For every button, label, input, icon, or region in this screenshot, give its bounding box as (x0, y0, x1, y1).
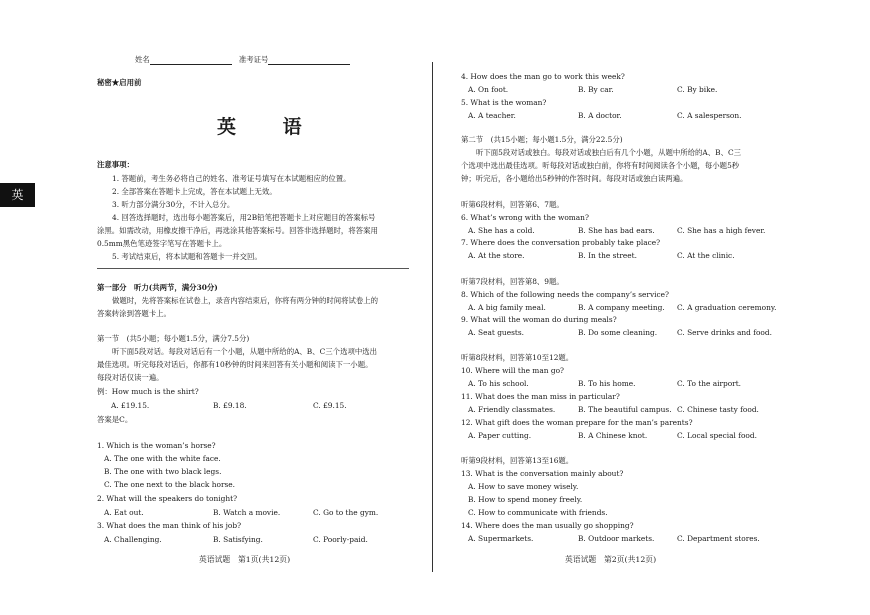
option: C. A graduation ceremony. (677, 303, 777, 312)
example-option: B. £9.18. (213, 401, 247, 410)
part1-heading: 第一部分 听力(共两节，满分30分) (97, 283, 218, 292)
question: 13. What is the conversation mainly about? (461, 469, 624, 478)
option: A. Eat out. (104, 508, 144, 517)
subject-tab: 英 (0, 183, 35, 207)
option: A. A big family meal. (468, 303, 546, 312)
name-label: 姓名 (135, 55, 150, 64)
option: B. The beautiful campus. (578, 405, 672, 414)
option: A. Seat guests. (468, 328, 524, 337)
question: 6. What’s wrong with the woman? (461, 213, 589, 222)
option: C. At the clinic. (677, 251, 735, 260)
option: C. The one next to the black horse. (104, 480, 236, 489)
option: C. Serve drinks and food. (677, 328, 772, 337)
note-item: 3. 听力部分满分30分，不计入总分。 (112, 200, 235, 209)
option: A. A teacher. (468, 111, 516, 120)
note-item: 4. 回答选择题时，选出每小题答案后，用2B铅笔把答题卡上对应题目的答案标号 (112, 213, 376, 222)
question: 14. Where does the man usually go shopping? (461, 521, 634, 530)
option: C. She has a high fever. (677, 226, 766, 235)
example-option: C. £9.15. (313, 401, 347, 410)
option: B. Satisfying. (213, 535, 263, 544)
section2-intro: 钟；听完后，各小题给出5秒钟的作答时间。每段对话或独白读两遍。 (461, 174, 688, 183)
section2-intro: 听下面5段对话或独白。每段对话或独白后有几个小题，从题中所给的A、B、C三 (476, 148, 742, 157)
option: C. Department stores. (677, 534, 760, 543)
option: C. By bike. (677, 85, 718, 94)
option: B. She has bad ears. (578, 226, 655, 235)
section1-intro: 听下面5段对话。每段对话后有一个小题，从题中所给的A、B、C三个选项中选出 (112, 347, 378, 356)
option: A. She has a cold. (468, 226, 535, 235)
example-option: A. £19.15. (111, 401, 150, 410)
option: B. In the street. (578, 251, 637, 260)
note-item: 0.5mm黑色笔迹签字笔写在答题卡上。 (97, 239, 227, 248)
page-footer: 英语试题 第1页(共12页) (199, 555, 291, 564)
material-label: 听第9段材料，回答第13至16题。 (461, 456, 574, 465)
option: A. Paper cutting. (468, 431, 532, 440)
question: 11. What does the man miss in particular? (461, 392, 620, 401)
option: B. Watch a movie. (213, 508, 281, 517)
question: 1. Which is the woman’s horse? (97, 441, 216, 450)
part1-intro: 做题时，先将答案标在试卷上，录音内容结束后，你将有两分钟的时间将试卷上的 (112, 296, 379, 305)
note-item: 涂黑。如需改动，用橡皮擦干净后，再选涂其他答案标号。回答非选择题时，将答案用 (97, 226, 378, 235)
option: A. On foot. (468, 85, 509, 94)
section1-heading: 第一节 (共5小题；每小题1.5分，满分7.5分) (97, 334, 250, 343)
question: 7. Where does the conversation probably take place? (461, 238, 661, 247)
exam-no-label: 准考证号 (238, 55, 269, 64)
question: 3. What does the man think of his job? (97, 521, 242, 530)
option: C. How to communicate with friends. (468, 508, 608, 517)
secret-label: 秘密★启用前 (97, 78, 142, 87)
option: A. Challenging. (104, 535, 162, 544)
material-label: 听第6段材料，回答第6、7题。 (461, 200, 564, 209)
question: 5. What is the woman? (461, 98, 547, 107)
page-2 (440, 0, 870, 615)
section1-intro: 每段对话仅读一遍。 (97, 373, 164, 382)
option: C. Go to the gym. (313, 508, 379, 517)
option: C. To the airport. (677, 379, 742, 388)
option: B. Outdoor markets. (578, 534, 655, 543)
question: 9. What will the woman do during meals? (461, 315, 617, 324)
option: B. A company meeting. (578, 303, 665, 312)
material-label: 听第7段材料，回答第8、9题。 (461, 277, 564, 286)
option: B. To his home. (578, 379, 636, 388)
question: 10. Where will the man go? (461, 366, 564, 375)
option: A. Friendly classmates. (468, 405, 556, 414)
example-answer: 答案是C。 (97, 415, 133, 424)
question: 2. What will the speakers do tonight? (97, 494, 238, 503)
page-title: 英 语 (217, 116, 322, 138)
option: A. The one with the white face. (104, 454, 221, 463)
option: A. Supermarkets. (468, 534, 534, 543)
option: B. Do some cleaning. (578, 328, 658, 337)
page-1 (0, 0, 430, 615)
question: 8. Which of the following needs the company’s service? (461, 290, 669, 299)
option: B. A Chinese knot. (578, 431, 648, 440)
option: A. At the store. (468, 251, 525, 260)
section2-intro: 个选项中选出最佳选项。听每段对话或独白前，你将有时间阅读各个小题，每小题5秒 (461, 161, 740, 170)
option: C. Poorly-paid. (313, 535, 368, 544)
option: A. To his school. (468, 379, 529, 388)
note-item: 1. 答题前，考生务必将自己的姓名、准考证号填写在本试题相应的位置。 (112, 174, 351, 183)
option: B. A doctor. (578, 111, 622, 120)
example-question: 例：How much is the shirt? (97, 387, 199, 396)
page-divider (432, 62, 433, 572)
option: C. A salesperson. (677, 111, 742, 120)
separator (97, 268, 409, 269)
section2-heading: 第二节 (共15小题；每小题1.5分，满分22.5分) (461, 135, 623, 144)
note-item: 2. 全部答案在答题卡上完成，答在本试题上无效。 (112, 187, 277, 196)
option: C. Chinese tasty food. (677, 405, 759, 414)
option: B. The one with two black legs. (104, 467, 222, 476)
note-item: 5. 考试结束后，将本试题和答题卡一并交回。 (112, 252, 262, 261)
option: B. How to spend money freely. (468, 495, 583, 504)
material-label: 听第8段材料，回答第10至12题。 (461, 353, 574, 362)
question: 4. How does the man go to work this week? (461, 72, 625, 81)
question: 12. What gift does the woman prepare for the man’s parents? (461, 418, 693, 427)
option: A. How to save money wisely. (468, 482, 579, 491)
part1-intro: 答案转涂到答题卡上。 (97, 309, 171, 318)
option: C. Local special food. (677, 431, 757, 440)
page-footer: 英语试题 第2页(共12页) (565, 555, 657, 564)
section1-intro: 最佳选项。听完每段对话后，你都有10秒钟的时间来回答有关小题和阅读下一小题。 (97, 360, 373, 369)
notes-heading: 注意事项： (97, 160, 134, 169)
option: B. By car. (578, 85, 614, 94)
name-field (135, 55, 350, 65)
